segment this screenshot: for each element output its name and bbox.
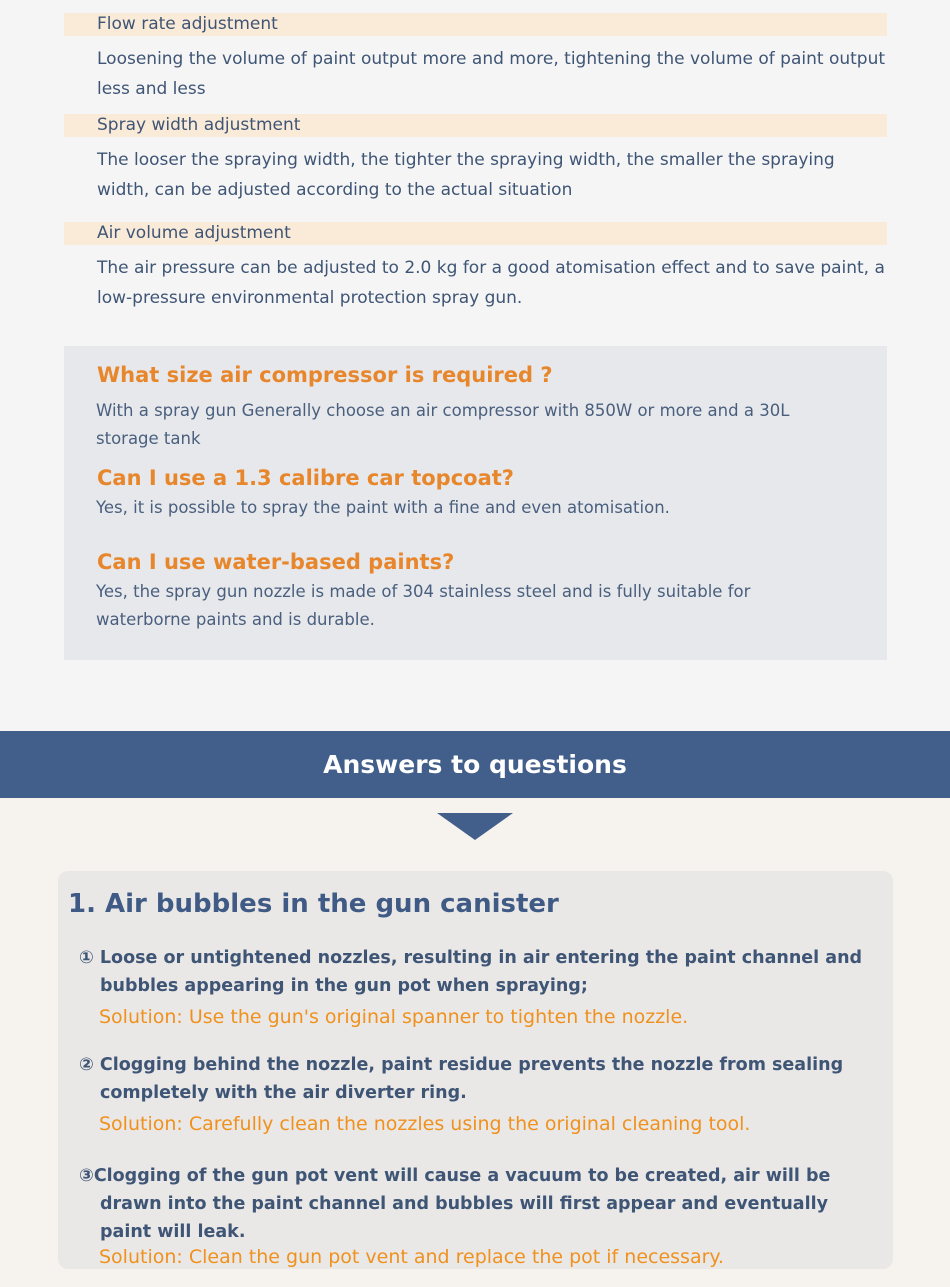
flow-rate-block [64,13,887,104]
faq-answer: With a spray gun Generally choose an air compressor with 850W or more and a 30L storage tank [96,401,790,448]
faq-answer: Yes, it is possible to spray the paint with a fine and even atomisation. [96,498,670,517]
flow-rate-description: Loosening the volume of paint output more and more, tightening the volume of paint output less and less [97,49,886,99]
spray-width-description: The looser the spraying width, the tighter the spraying width, the smaller the spraying width, can be adjusted according to the actual situation [97,150,835,200]
air-volume-block [64,222,887,313]
problem-solution: Solution: Clean the gun pot vent and replace the pot if necessary. [99,1246,724,1268]
faq-answer: Yes, the spray gun nozzle is made of 304 stainless steel and is fully suitable for waterborne paints and is durable. [96,582,751,629]
problem-title: 1. Air bubbles in the gun canister [68,889,559,919]
problem-solution: Solution: Use the gun's original spanner to tighten the nozzle. [99,1006,689,1028]
problem-solution: Solution: Carefully clean the nozzles using the original cleaning tool. [99,1113,751,1135]
air-volume-description: The air pressure can be adjusted to 2.0 kg for a good atomisation effect and to save paint, a low-pressure environmental protection spray gun. [97,258,885,308]
faq-question: Can I use a 1.3 calibre car topcoat? [97,466,514,490]
problem-item [79,1162,869,1268]
faq-question: What size air compressor is required ? [97,363,553,387]
faq-panel [64,346,887,660]
problem-item [79,944,869,1028]
faq-question: Can I use water-based paints? [97,550,455,574]
problem-cause: ② Clogging behind the nozzle, paint residue prevents the nozzle from sealing completely with the air diverter ring. [79,1055,844,1103]
air-volume-heading: Air volume adjustment [64,222,887,245]
problem-item [79,1051,869,1135]
spray-width-block [64,114,887,205]
problem-cause: ① Loose or untightened nozzles, resulting in air entering the paint channel and bubbles appearing in the gun pot when spraying; [79,948,863,996]
flow-rate-heading: Flow rate adjustment [64,13,887,36]
problem-cause: ③Clogging of the gun pot vent will cause a vacuum to be created, air will be drawn into the paint channel and bubbles will first appear and eventually paint will leak. [79,1166,831,1242]
problem-card [58,871,893,1269]
down-arrow-icon [437,813,513,840]
answers-banner: Answers to questions [0,731,950,798]
spray-width-heading: Spray width adjustment [64,114,887,137]
